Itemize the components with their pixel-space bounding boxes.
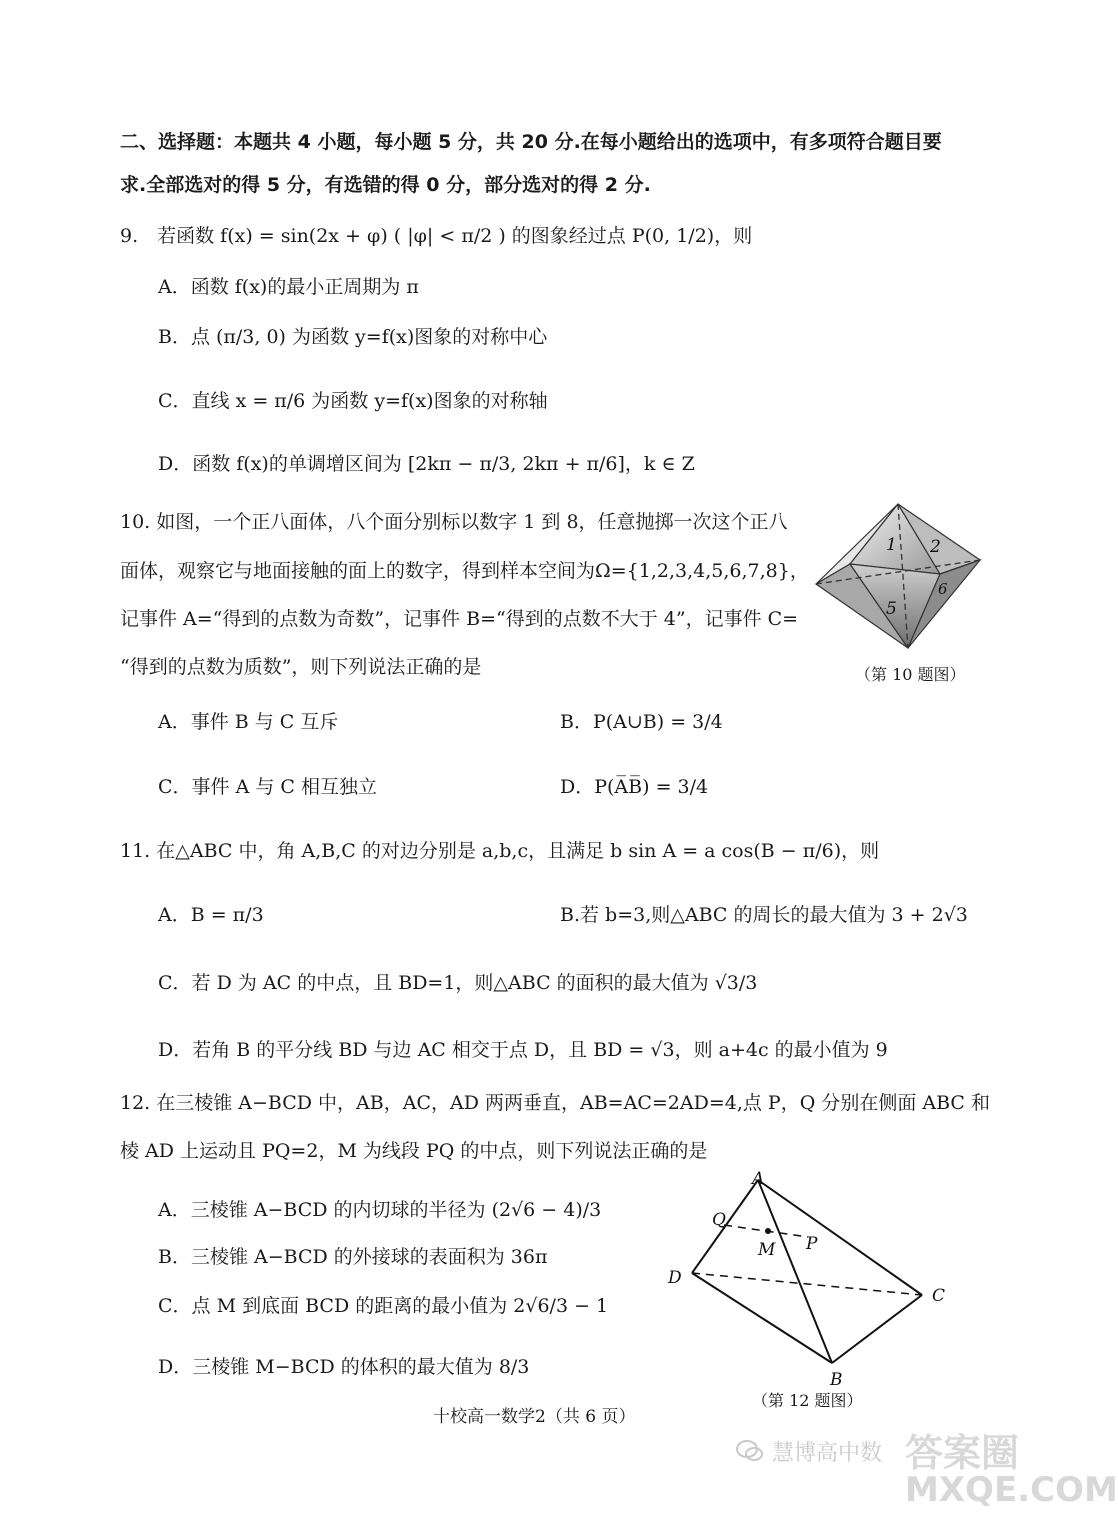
face-label-1: 1 [886, 535, 897, 555]
vertex-label-p: P [806, 1234, 818, 1254]
q10-option-c: C．事件 A 与 C 相互独立 [158, 776, 377, 798]
vertex-label-m: M [758, 1240, 776, 1260]
q11-stem: 11. 在△ABC 中，角 A,B,C 的对边分别是 a,b,c，且满足 b sin A = a cos(B − π/6)，则 [120, 840, 880, 862]
q10-option-d: D．P(A̅B̅) = 3/4 [560, 776, 709, 798]
section-header-line2: 求.全部选对的得 5 分，有选错的得 0 分，部分选对的得 2 分. [120, 174, 651, 196]
vertex-label-c: C [932, 1286, 946, 1306]
q12-option-c: C．点 M 到底面 BCD 的距离的最小值为 2√6/3 − 1 [158, 1295, 609, 1317]
tetrahedron-figure [660, 1165, 960, 1390]
vertex-label-q: Q [712, 1210, 726, 1230]
q12-figure-caption: （第 12 题图） [752, 1391, 863, 1410]
q11-option-d: D．若角 B 的平分线 BD 与边 AC 相交于点 D，且 BD = √3，则 a+4c 的最小值为 9 [158, 1039, 888, 1061]
q10-figure-caption: （第 10 题图） [855, 665, 966, 684]
q10-stem-line2: 面体，观察它与地面接触的面上的数字，得到样本空间为Ω={1,2,3,4,5,6,7,8}， [120, 560, 809, 582]
q9-option-b: B．点 (π/3, 0) 为函数 y=f(x)图象的对称中心 [158, 326, 548, 348]
q11-option-c: C．若 D 为 AC 的中点，且 BD=1，则△ABC 的面积的最大值为 √3/3 [158, 972, 758, 994]
q11-option-a: A．B = π/3 [158, 904, 264, 926]
q10-option-a: A．事件 B 与 C 互斥 [158, 711, 339, 733]
wechat-icon [735, 1436, 765, 1466]
q9-option-c: C．直线 x = π/6 为函数 y=f(x)图象的对称轴 [158, 390, 548, 412]
q12-stem-line2: 棱 AD 上运动且 PQ=2，M 为线段 PQ 的中点，则下列说法正确的是 [120, 1140, 708, 1162]
q10-stem-line3: 记事件 A=“得到的点数为奇数”，记事件 B=“得到的点数不大于 4”，记事件 C= [120, 608, 799, 630]
q10-stem-line1: 10. 如图，一个正八面体，八个面分别标以数字 1 到 8，任意抛掷一次这个正八 [120, 511, 788, 533]
watermark-logo: 答案圈 [905, 1431, 1020, 1475]
vertex-label-a: A [752, 1169, 765, 1189]
octahedron-figure [808, 498, 988, 658]
vertex-label-b: B [830, 1370, 843, 1390]
vertex-label-d: D [668, 1268, 682, 1288]
watermark-wechat-text: 慧博高中数 [772, 1441, 883, 1466]
face-label-5: 5 [886, 599, 897, 619]
q9-option-d: D．函数 f(x)的单调增区间为 [2kπ − π/3, 2kπ + π/6]，k ∈ Z [158, 453, 695, 475]
q10-option-b: B．P(A∪B) = 3/4 [560, 711, 723, 733]
q10-stem-line4: “得到的点数为质数”，则下列说法正确的是 [120, 656, 482, 678]
q12-option-b: B．三棱锥 A−BCD 的外接球的表面积为 36π [158, 1246, 548, 1268]
watermark-logo-url: MXQE.COM [905, 1470, 1118, 1510]
q12-option-d: D．三棱锥 M−BCD 的体积的最大值为 8/3 [158, 1356, 530, 1378]
q12-stem-line1: 12. 在三棱锥 A−BCD 中，AB，AC，AD 两两垂直，AB=AC=2AD=4,点 P，Q 分别在侧面 ABC 和 [120, 1092, 990, 1114]
page-footer: 十校高一数学2（共 6 页） [433, 1407, 636, 1427]
section-header-line1: 二、选择题：本题共 4 小题，每小题 5 分，共 20 分.在每小题给出的选项中，有多项符合题目要 [120, 131, 942, 153]
q11-option-b: B.若 b=3,则△ABC 的周长的最大值为 3 + 2√3 [560, 904, 968, 926]
face-label-2: 2 [930, 537, 941, 557]
q9-option-a: A．函数 f(x)的最小正周期为 π [158, 276, 419, 298]
q12-option-a: A．三棱锥 A−BCD 的内切球的半径为 (2√6 − 4)/3 [158, 1199, 602, 1221]
q9-stem: 9. 若函数 f(x) = sin(2x + φ) ( |φ| < π/2 ) 的图象经过点 P(0, 1/2)，则 [120, 225, 753, 247]
face-label-6: 6 [938, 580, 948, 598]
